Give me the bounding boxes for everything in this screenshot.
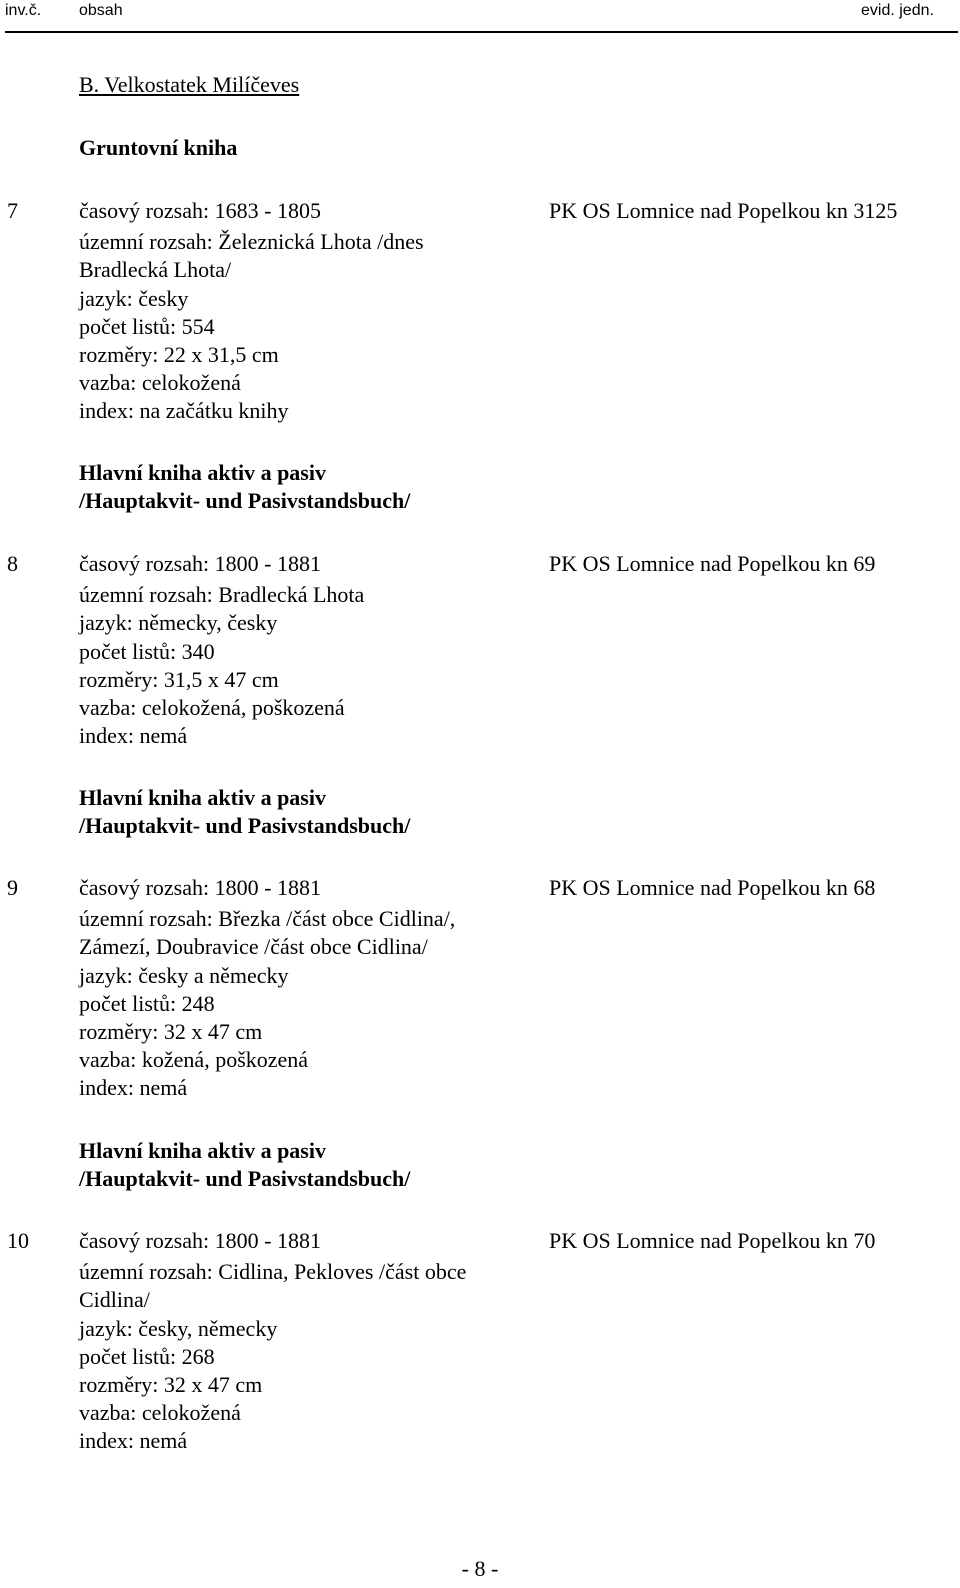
group-heading bbox=[79, 134, 237, 162]
entry-line: územní rozsah: Železnická Lhota /dnes bbox=[79, 229, 424, 255]
entry-line: index: na začátku knihy bbox=[79, 398, 289, 424]
entry-number: 10 bbox=[7, 1228, 29, 1253]
entry-line: vazba: celokožená bbox=[79, 370, 241, 396]
heading-line: /Hauptakvit- und Pasivstandsbuch/ bbox=[79, 1166, 411, 1191]
entry-line: počet listů: 268 bbox=[79, 1343, 215, 1369]
entry-details bbox=[79, 197, 424, 426]
entry-number: 8 bbox=[7, 551, 18, 576]
group-heading bbox=[79, 1137, 410, 1193]
entry-line: počet listů: 248 bbox=[79, 990, 215, 1016]
entry-line: jazyk: česky, německy bbox=[79, 1315, 278, 1341]
heading-line: Hlavní kniha aktiv a pasiv bbox=[79, 460, 326, 485]
entry-shelfmark: PK OS Lomnice nad Popelkou kn 68 bbox=[549, 875, 876, 900]
entry-shelfmark: PK OS Lomnice nad Popelkou kn 3125 bbox=[549, 198, 898, 223]
page-number: - 8 - bbox=[461, 1556, 499, 1581]
entry-line: vazba: celokožená bbox=[79, 1400, 241, 1426]
entry-line: index: nemá bbox=[79, 723, 188, 749]
entry-line: Cidlina/ bbox=[79, 1287, 150, 1313]
header-content-label: obsah bbox=[79, 2, 123, 19]
heading-line: /Hauptakvit- und Pasivstandsbuch/ bbox=[79, 813, 411, 838]
header-rule bbox=[5, 31, 958, 33]
entry-line: jazyk: česky a německy bbox=[79, 962, 289, 988]
entry-details bbox=[79, 874, 455, 1103]
entry-line: jazyk: česky bbox=[79, 285, 189, 311]
entry-details bbox=[79, 1227, 466, 1456]
entry-line: Bradlecká Lhota/ bbox=[79, 257, 232, 283]
entry-line: rozměry: 31,5 x 47 cm bbox=[79, 666, 279, 692]
entry-shelfmark: PK OS Lomnice nad Popelkou kn 69 bbox=[549, 551, 876, 576]
entry-line: územní rozsah: Bradlecká Lhota bbox=[79, 582, 365, 608]
entry-shelfmark: PK OS Lomnice nad Popelkou kn 70 bbox=[549, 1228, 876, 1253]
entry-line: vazba: celokožená, poškozená bbox=[79, 695, 345, 721]
entry-line: územní rozsah: Březka /část obce Cidlina/, bbox=[79, 906, 456, 932]
heading-line: Hlavní kniha aktiv a pasiv bbox=[79, 785, 326, 810]
section-title: B. Velkostatek Milíčeves bbox=[79, 72, 300, 97]
page-header bbox=[0, 0, 960, 32]
entry-number: 7 bbox=[7, 198, 18, 223]
entry-line: rozměry: 32 x 47 cm bbox=[79, 1372, 263, 1398]
entry-line: jazyk: německy, česky bbox=[79, 610, 278, 636]
header-inv-label: inv.č. bbox=[5, 2, 42, 19]
heading-line: /Hauptakvit- und Pasivstandsbuch/ bbox=[79, 488, 411, 513]
entry-details bbox=[79, 550, 364, 750]
entry-line: rozměry: 22 x 31,5 cm bbox=[79, 342, 279, 368]
entry-line: rozměry: 32 x 47 cm bbox=[79, 1019, 263, 1045]
heading-line: Gruntovní kniha bbox=[79, 135, 238, 160]
entry-line: Zámezí, Doubravice /část obce Cidlina/ bbox=[79, 934, 428, 960]
entry-line: územní rozsah: Cidlina, Pekloves /část obce bbox=[79, 1259, 467, 1285]
group-heading bbox=[79, 784, 410, 840]
entry-line: časový rozsah: 1800 - 1881 bbox=[79, 551, 321, 576]
heading-line: Hlavní kniha aktiv a pasiv bbox=[79, 1138, 326, 1163]
entry-line: časový rozsah: 1683 - 1805 bbox=[79, 198, 321, 223]
entry-line: index: nemá bbox=[79, 1428, 188, 1454]
entry-line: časový rozsah: 1800 - 1881 bbox=[79, 1228, 321, 1253]
header-evid-label: evid. jedn. bbox=[861, 2, 934, 19]
entry-line: vazba: kožená, poškozená bbox=[79, 1047, 309, 1073]
group-heading bbox=[79, 459, 410, 515]
entry-line: počet listů: 554 bbox=[79, 313, 215, 339]
entry-line: počet listů: 340 bbox=[79, 638, 215, 664]
entry-line: časový rozsah: 1800 - 1881 bbox=[79, 875, 321, 900]
entry-line: index: nemá bbox=[79, 1075, 188, 1101]
entry-number: 9 bbox=[7, 875, 18, 900]
